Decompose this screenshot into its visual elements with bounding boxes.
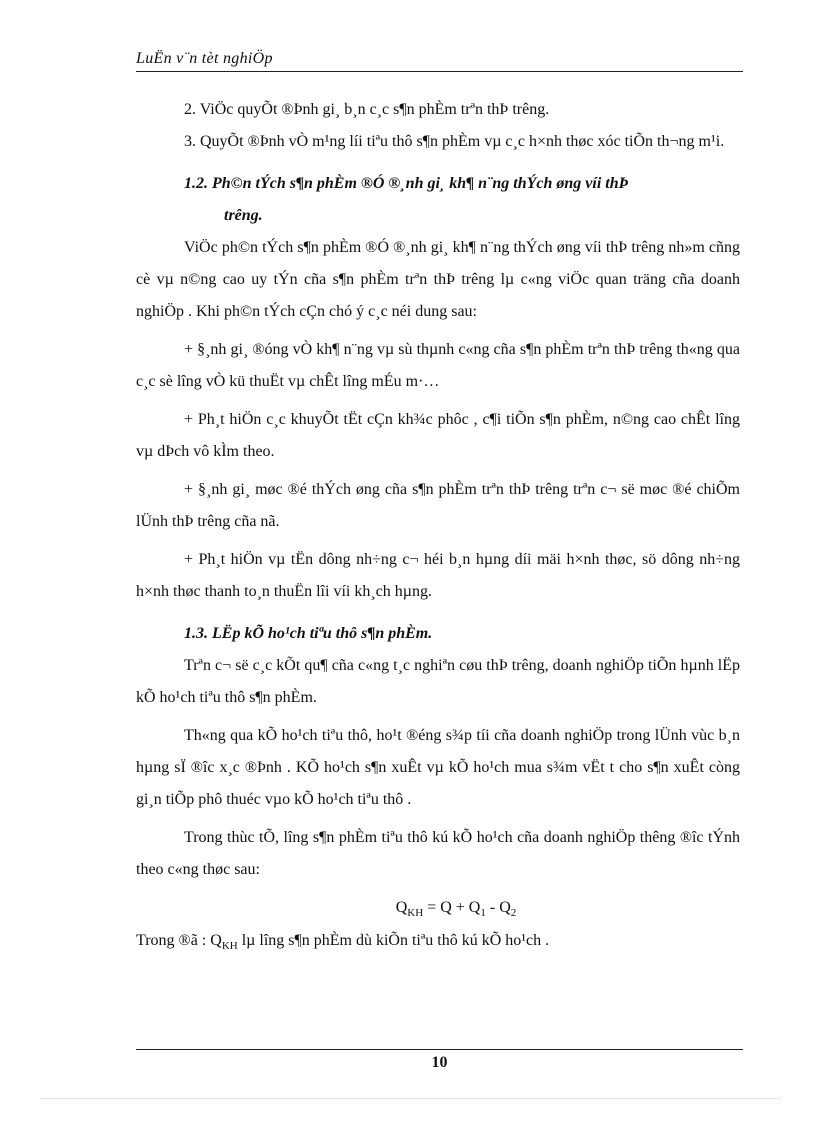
footer-divider [136,1049,743,1050]
paragraph-item-2: 2. ViÖc quyÕt ®Þnh gi¸ b¸n c¸c s¶n phÈm trªn thÞ trêng. [184,101,550,118]
header-divider [136,71,743,72]
bullet-sales-opportunities: + Ph¸t hiÖn vµ tËn dông nh÷ng c¬ héi b¸n hµng díi mäi h×nh thøc, sö dông nh÷ng h×nh thøc thanh to¸n thuËn lîi víi kh¸ch hµng. [136,551,740,600]
section-heading-1-2-line2: trêng. [224,207,263,224]
bullet-evaluate-success: + §¸nh gi¸ ®óng vÒ kh¶ n¨ng vµ sù thµnh c«ng cña s¶n phÈm trªn thÞ trêng th«ng qua c¸c sè lîng vÒ kü thuËt vµ chÊt lîng mÉu m·… [136,341,740,390]
bullet-find-defects: + Ph¸t hiÖn c¸c khuyÕt tËt cÇn kh¾c phôc , c¶i tiÕn s¶n phÈm, n©ng cao chÊt lîng vµ dÞch vô kÌm theo. [136,411,740,460]
formula-explanation: Trong ®ã : $Q_{KH}$ lµ lîng s¶n phÈm dù kiÕn tiªu thô kú kÕ ho¹ch . [136,932,550,952]
page-number: 10 [431,1054,448,1071]
document-body [136,94,740,958]
page-edge-dots [40,1098,780,1099]
paragraph-formula-intro: Trong thùc tÕ, lîng s¶n phÈm tiªu thô kú kÕ ho¹ch cña doanh nghiÖp thêng ®îc tÝnh theo c«ng thøc sau: [136,829,740,878]
section-heading-1-2 [136,168,740,232]
running-header: LuËn v¨n tèt nghiÖp [136,50,273,67]
section-heading-1-2-line1: 1.2. Ph©n tÝch s¶n phÈm ®Ó ®¸nh gi¸ kh¶ n¨ng thÝch øng víi thÞ [184,175,629,192]
paragraph-item-3: 3. QuyÕt ®Þnh vÒ m¹ng líi tiªu thô s¶n phÈm vµ c¸c h×nh thøc xóc tiÕn th¬ng m¹i. [184,133,725,150]
bullet-evaluate-fit: + §¸nh gi¸ møc ®é thÝch øng cña s¶n phÈm trªn thÞ trêng trªn c¬ së møc ®é chiÕm lÜnh thÞ trêng cña nã. [136,481,740,530]
sales-volume-formula: $Q_{KH} = Q + Q_1 - Q_2$ [395,899,517,919]
paragraph-analysis-intro: ViÖc ph©n tÝch s¶n phÈm ®Ó ®¸nh gi¸ kh¶ n¨ng thÝch øng víi thÞ trêng nh»m cñng cè vµ n©ng cao uy tÝn cña s¶n phÈm trªn thÞ trêng lµ c«ng viÖc quan träng cña doanh nghiÖp . Khi ph©n tÝch cÇn chó ý c¸c néi dung sau: [136,239,740,320]
section-heading-1-3: 1.3. LËp kÕ ho¹ch tiªu thô s¶n phÈm. [184,625,433,642]
paragraph-planning-role: Th«ng qua kÕ ho¹ch tiªu thô, ho¹t ®éng s¾p tíi cña doanh nghiÖp trong lÜnh vùc b¸n hµng sÏ ®îc x¸c ®Þnh . KÕ ho¹ch s¶n xuÊt vµ kÕ ho¹ch mua s¾m vËt t cho s¶n xuÊt còng gi¸n tiÕp phô thuéc vµo kÕ ho¹ch tiªu thô . [136,727,740,808]
paragraph-planning-basis: Trªn c¬ së c¸c kÕt qu¶ cña c«ng t¸c nghiªn cøu thÞ trêng, doanh nghiÖp tiÕn hµnh lËp kÕ ho¹ch tiªu thô s¶n phÈm. [136,657,740,706]
